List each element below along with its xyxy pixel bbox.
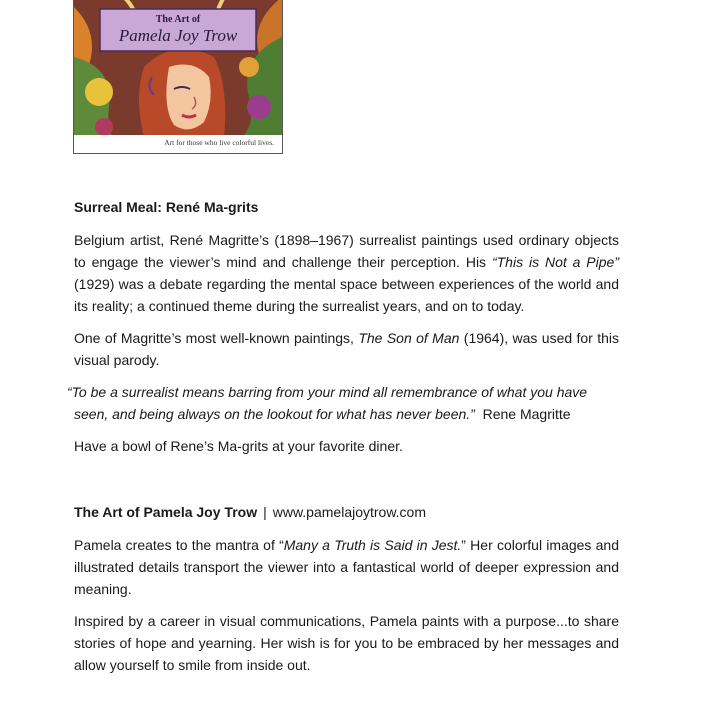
text-span: (1929) was a debate regarding the mental space between experiences of the world and its reality; a continued theme during the surrealist years, and on to today. bbox=[74, 276, 619, 314]
quote-author: Rene Magritte bbox=[482, 406, 571, 422]
text-span: ” Her colorful images and illustrated details transport the viewer into a fantastical world of deeper expression and meaning. bbox=[74, 537, 620, 597]
article-content bbox=[67, 196, 620, 676]
website-link[interactable]: www.pamelajoytrow.com bbox=[272, 504, 427, 520]
logo-title-line1: The Art of bbox=[155, 14, 201, 25]
artist-logo bbox=[73, 0, 283, 154]
text-span: Pamela creates to the mantra of “ bbox=[74, 537, 284, 553]
paragraph-inspiration: Inspired by a career in visual communications, Pamela paints with a purpose...to share stories of hope and yearning. Her wish is for you to be embraced by her messages and allow yourself to smile from inside out. bbox=[74, 613, 619, 673]
artist-heading: The Art of Pamela Joy Trow bbox=[74, 504, 258, 520]
logo-tagline: Art for those who live colorful lives. bbox=[164, 138, 274, 147]
magritte-quote bbox=[67, 381, 619, 425]
paragraph-mantra bbox=[74, 534, 619, 600]
paragraph-magritte-intro bbox=[74, 229, 619, 317]
text-span: Belgium artist, René Magritte’s (1898–1967) surrealist paintings used ordinary objects to engage the viewer’s mind and challenge their perception. His bbox=[74, 232, 619, 270]
artwork-title: “This is Not a Pipe” bbox=[491, 254, 619, 270]
paragraph-son-of-man bbox=[74, 327, 619, 371]
text-span: One of Magritte’s most well-known paintings, bbox=[74, 330, 359, 346]
section-heading-artist bbox=[74, 501, 619, 523]
paragraph-diner: Have a bowl of Rene’s Ma-grits at your favorite diner. bbox=[74, 438, 403, 454]
section-heading-surreal-meal: Surreal Meal: René Ma-grits bbox=[74, 199, 259, 215]
text-span: (1964), was used for this visual parody. bbox=[74, 330, 620, 368]
artwork-title: The Son of Man bbox=[358, 330, 460, 346]
heading-separator: | bbox=[263, 504, 267, 520]
quote-text: “To be a surrealist means barring from your mind all remembrance of what you have seen, and being always on the lookout for what has never been.” bbox=[67, 384, 588, 422]
mantra-text: Many a Truth is Said in Jest. bbox=[283, 537, 462, 553]
logo-title-line2: Pamela Joy Trow bbox=[118, 26, 238, 45]
